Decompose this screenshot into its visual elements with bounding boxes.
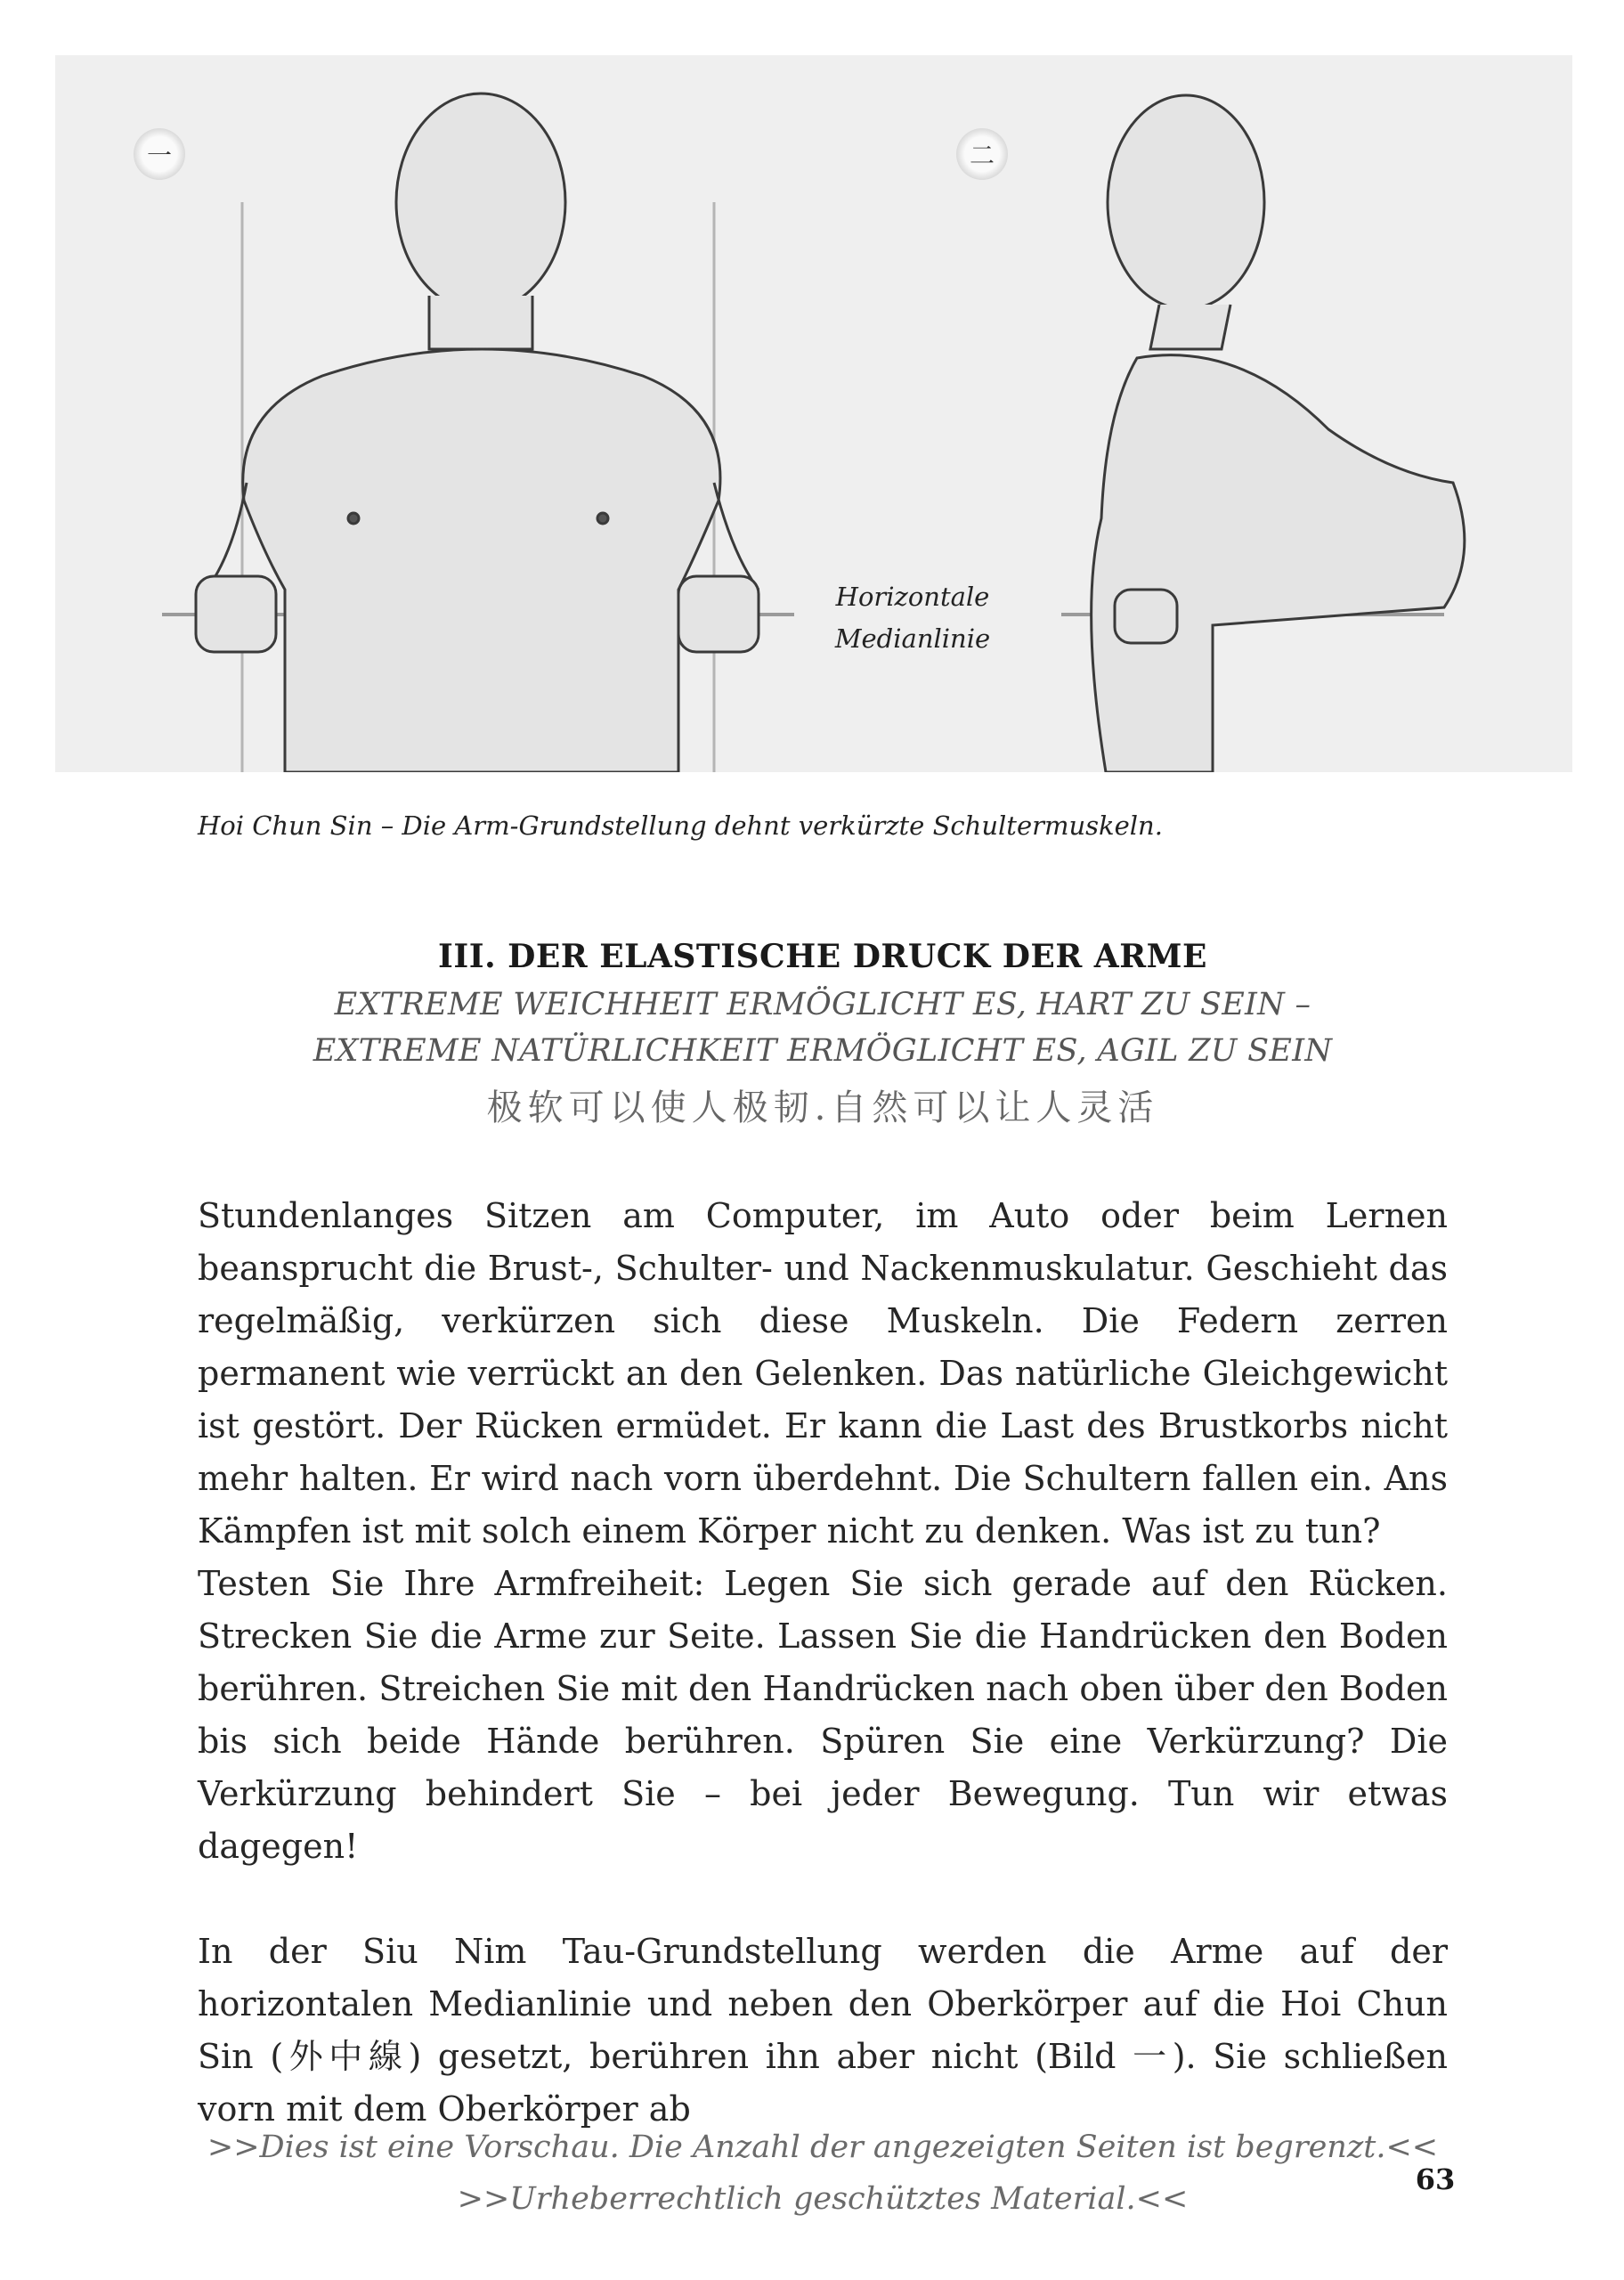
body-text [198,1190,1448,2136]
page-number: 63 [1415,2162,1456,2196]
section-subtitle-line1: EXTREME WEICHHEIT ERMÖGLICHT ES, HART ZU SEIN – [334,987,1311,1022]
body-paragraph-3: In der Siu Nim Tau-Grundstellung werden die Arme auf der horizontalen Medianlinie und neben den Oberkörper auf die Hoi Chun Sin (外中線) gesetzt, berühren ihn aber nicht (Bild 一). Sie schließen vorn mit dem Oberkörper ab [198,1932,1448,2129]
section-chinese-motto: 极软可以使人极韧.自然可以让人灵活 [486,1087,1159,1128]
body-paragraph-1: Stundenlanges Sitzen am Computer, im Auto oder beim Lernen beansprucht die Brust-, Schulter- und Nackenmuskulatur. Geschieht das regelmäßig, verkürzen sich diese Muskeln. Die Federn zerren permanent wie verrückt an den Gelenken. Das natürliche Gleichgewicht ist gestört. Der Rücken ermüdet. Er kann die Last des Brustkorbs nicht mehr halten. Er wird nach vorn überdehnt. Die Schultern fallen ein. Ans Kämpfen ist mit solch einem Körper nicht zu denken. Was ist zu tun? [198,1196,1448,1551]
illustration-drawing [55,55,1572,772]
image-marker-two-glyph: 二 [969,141,995,170]
body-paragraph-2: Testen Sie Ihre Armfreiheit: Legen Sie sich gerade auf den Rücken. Strecken Sie die Arme zur Seite. Lassen Sie die Handrücken den Boden berühren. Streichen Sie mit den Handrücken nach oben über den Boden bis sich beide Hände berühren. Spüren Sie eine Verkürzung? Die Verkürzung behindert Sie – bei jeder Bewegung. Tun wir etwas dagegen! [198,1564,1448,1866]
illustration-figure [55,55,1572,772]
median-line-label [819,576,1006,660]
section-heading [198,932,1448,1136]
image-marker-two [956,128,1008,180]
image-marker-one-glyph: 一 [146,141,172,170]
image-marker-one [134,128,185,180]
section-title: III. DER ELASTISCHE DRUCK DER ARME [438,938,1207,975]
median-line-label-line2: Medianlinie [834,623,991,654]
preview-watermark [198,2121,1448,2225]
figure-caption: Hoi Chun Sin – Die Arm-Grundstellung dehnt verkürzte Schultermuskeln. [198,810,1163,841]
watermark-line1: >>Dies ist eine Vorschau. Die Anzahl der angezeigten Seiten ist begrenzt.<< [207,2129,1439,2165]
section-subtitle-line2: EXTREME NATÜRLICHKEIT ERMÖGLICHT ES, AGIL ZU SEIN [313,1033,1333,1069]
median-line-label-line1: Horizontale [835,582,990,612]
figure-front-view [196,94,759,772]
watermark-line2: >>Urheberrechtlich geschütztes Material.<< [457,2181,1189,2217]
figure-side-view [1092,95,1465,772]
